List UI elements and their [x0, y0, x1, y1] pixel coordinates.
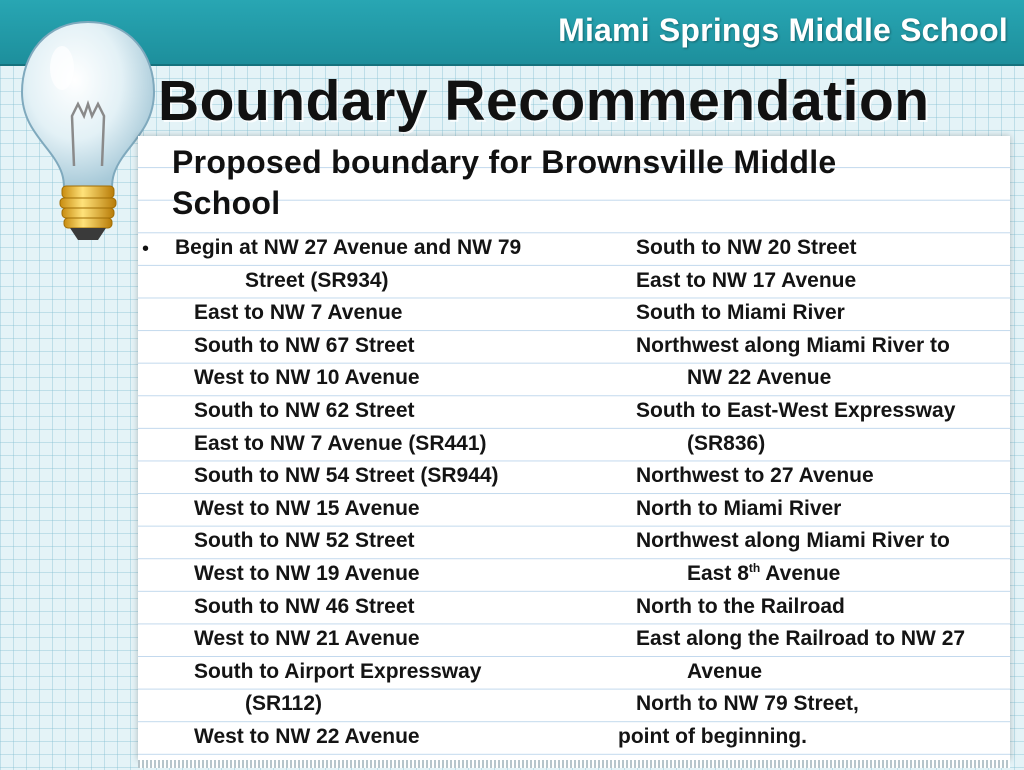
list-item: South to NW 54 Street (SR944) [194, 464, 499, 488]
list-item: South to East-West Expressway [636, 398, 956, 422]
list-item: North to Miami River [636, 496, 842, 520]
list-item: NW 22 Avenue [687, 366, 832, 390]
list-item: West to NW 21 Avenue [194, 627, 420, 651]
list-item-with-superscript [0, 558, 1024, 591]
subtitle [172, 142, 1002, 224]
light-bulb-icon [18, 16, 158, 246]
bullet-marker: • [142, 238, 150, 260]
list-item: Street (SR934) [245, 268, 389, 292]
list-item: point of beginning. [618, 724, 807, 748]
list-item: Northwest to 27 Avenue [636, 464, 874, 488]
list-item-text: East 8 [687, 561, 749, 585]
list-item-suffix: Avenue [760, 561, 841, 585]
list-item: (SR836) [687, 431, 766, 455]
superscript-th: th [748, 560, 761, 575]
list-item: South to NW 20 Street [636, 236, 857, 259]
list-item: Northwest along Miami River to [636, 529, 950, 553]
list-item: Northwest along Miami River to [636, 333, 950, 357]
list-item: South to NW 52 Street [194, 529, 415, 553]
list-item: South to Miami River [636, 301, 845, 325]
list-item: Avenue [687, 659, 763, 683]
list-item: West to NW 10 Avenue [194, 366, 420, 390]
list-item: South to Airport Expressway [194, 659, 482, 683]
list-item: East along the Railroad to NW 27 [636, 627, 966, 651]
page-title: Boundary Recommendation [158, 69, 930, 133]
list-item: East to NW 17 Avenue [636, 268, 857, 292]
subtitle-line-1: Proposed boundary for Brownsville Middle [172, 144, 837, 180]
list-item: North to NW 79 Street, [636, 692, 859, 716]
list-item: East to NW 7 Avenue [194, 301, 403, 325]
right-boundary-list [0, 232, 1024, 754]
subtitle-line-2: School [172, 185, 281, 221]
list-item: South to NW 67 Street [194, 333, 415, 357]
list-item: Begin at NW 27 Avenue and NW 79 [175, 236, 522, 259]
list-item: South to NW 46 Street [194, 594, 415, 618]
list-item: West to NW 22 Avenue [194, 724, 420, 748]
list-item: South to NW 62 Street [194, 398, 415, 422]
school-name: Miami Springs Middle School [558, 12, 1008, 48]
list-item: West to NW 15 Avenue [194, 496, 420, 520]
list-item: (SR112) [245, 692, 323, 716]
list-item: North to the Railroad [636, 594, 845, 618]
list-item: West to NW 19 Avenue [194, 561, 420, 585]
list-item: East to NW 7 Avenue (SR441) [194, 431, 487, 455]
